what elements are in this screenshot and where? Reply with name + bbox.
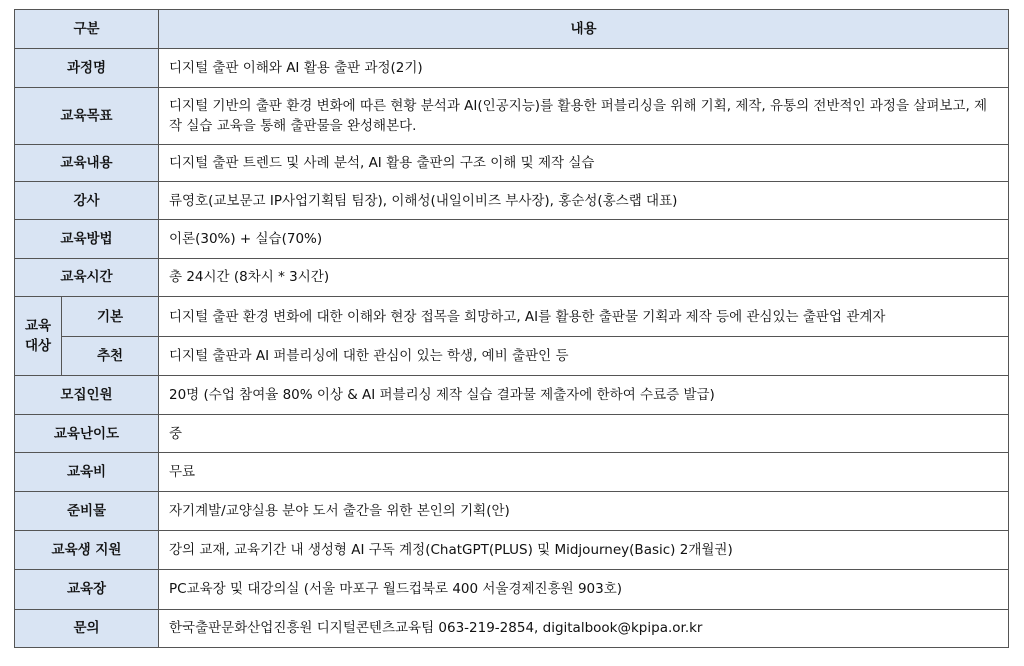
- course-info-table: [14, 9, 1009, 648]
- label-fee: 교육비: [15, 453, 159, 491]
- label-difficulty: 교육난이도: [15, 414, 159, 452]
- value-instructor: 류영호(교보문고 IP사업기획팀 팀장), 이해성(내일이비즈 부사장), 홍순성(홍스랩 대표): [159, 181, 1009, 219]
- label-support: 교육생 지원: [15, 530, 159, 569]
- table-header-row: [15, 10, 1009, 49]
- label-venue: 교육장: [15, 570, 159, 609]
- label-content: 교육내용: [15, 144, 159, 181]
- value-fee: 무료: [159, 453, 1009, 491]
- header-content: 내용: [159, 10, 1009, 49]
- value-venue: PC교육장 및 대강의실 (서울 마포구 월드컵북로 400 서울경제진흥원 903호): [159, 570, 1009, 609]
- row-preparation: [15, 491, 1009, 530]
- label-goal: 교육목표: [15, 87, 159, 144]
- row-instructor: [15, 181, 1009, 219]
- label-target-recommended: 추천: [62, 337, 159, 375]
- label-target: [15, 296, 62, 375]
- row-method: [15, 220, 1009, 258]
- label-method: 교육방법: [15, 220, 159, 258]
- row-inquiry: [15, 609, 1009, 647]
- value-course-name: 디지털 출판 이해와 AI 활용 출판 과정(2기): [159, 49, 1009, 87]
- row-target-basic: [15, 296, 1009, 336]
- value-recruitment: 20명 (수업 참여율 80% 이상 & AI 퍼블리싱 제작 실습 결과물 제출자에 한하여 수료증 발급): [159, 375, 1009, 414]
- value-content: 디지털 출판 트렌드 및 사례 분석, AI 활용 출판의 구조 이해 및 제작 실습: [159, 144, 1009, 181]
- label-hours: 교육시간: [15, 258, 159, 296]
- value-target-basic: 디지털 출판 환경 변화에 대한 이해와 현장 접목을 희망하고, AI를 활용한 출판물 기획과 제작 등에 관심있는 출판업 관계자: [159, 296, 1009, 336]
- row-course-name: [15, 49, 1009, 87]
- row-target-recommended: [15, 337, 1009, 375]
- header-category: 구분: [15, 10, 159, 49]
- value-method: 이론(30%) + 실습(70%): [159, 220, 1009, 258]
- row-goal: [15, 87, 1009, 144]
- value-goal: 디지털 기반의 출판 환경 변화에 따른 현황 분석과 AI(인공지능)를 활용한 퍼블리싱을 위해 기획, 제작, 유통의 전반적인 과정을 살펴보고, 제작 실습 교육을 통해 출판물을 완성해본다.: [159, 87, 1009, 144]
- row-difficulty: [15, 414, 1009, 452]
- value-inquiry: 한국출판문화산업진흥원 디지털콘텐츠교육팀 063-219-2854, digitalbook@kpipa.or.kr: [159, 609, 1009, 647]
- row-venue: [15, 570, 1009, 609]
- label-recruitment: 모집인원: [15, 375, 159, 414]
- value-preparation: 자기계발/교양실용 분야 도서 출간을 위한 본인의 기획(안): [159, 491, 1009, 530]
- label-instructor: 강사: [15, 181, 159, 219]
- row-recruitment: [15, 375, 1009, 414]
- label-target-line2: 대상: [24, 337, 52, 354]
- row-support: [15, 530, 1009, 569]
- row-content: [15, 144, 1009, 181]
- label-target-line1: 교육: [24, 317, 52, 334]
- value-difficulty: 중: [159, 414, 1009, 452]
- label-target-basic: 기본: [62, 296, 159, 336]
- row-fee: [15, 453, 1009, 491]
- value-support: 강의 교재, 교육기간 내 생성형 AI 구독 계정(ChatGPT(PLUS) 및 Midjourney(Basic) 2개월권): [159, 530, 1009, 569]
- label-preparation: 준비물: [15, 491, 159, 530]
- row-hours: [15, 258, 1009, 296]
- value-hours: 총 24시간 (8차시 * 3시간): [159, 258, 1009, 296]
- value-target-recommended: 디지털 출판과 AI 퍼블리싱에 대한 관심이 있는 학생, 예비 출판인 등: [159, 337, 1009, 375]
- label-inquiry: 문의: [15, 609, 159, 647]
- label-course-name: 과정명: [15, 49, 159, 87]
